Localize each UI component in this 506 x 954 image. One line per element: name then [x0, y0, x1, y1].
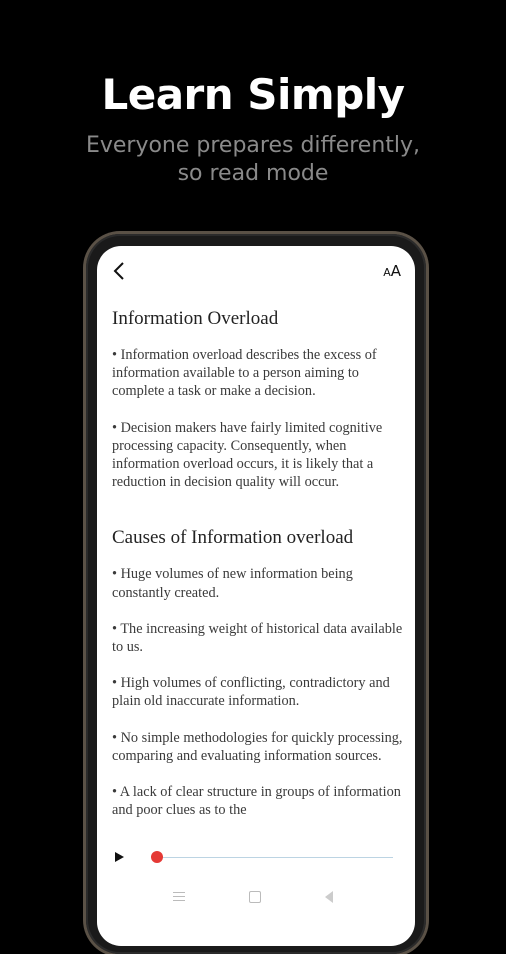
promo-subline-line-1: Everyone prepares differently,	[85, 133, 421, 158]
font-size-button[interactable]	[383, 262, 401, 280]
audio-player	[97, 838, 415, 878]
article-paragraph: • Information overload describes the excess of information available to a person aiming to complete a task or make a decision.	[112, 347, 377, 400]
promo-headline: Learn Simply	[101, 70, 405, 119]
font-size-large-label: A	[390, 262, 401, 280]
progress-track[interactable]	[157, 857, 393, 858]
play-icon[interactable]	[115, 852, 124, 862]
article-paragraph: • Decision makers have fairly limited cognitive processing capacity. Consequently, when information overload occurs, it is likely that a reduction in decision quality will occur.	[112, 419, 383, 491]
reader-screen	[97, 246, 415, 946]
chevron-left-icon	[109, 260, 131, 282]
article-paragraph: • The increasing weight of historical data available to us.	[112, 620, 403, 656]
system-nav-bar	[97, 886, 415, 916]
section-title: Causes of Information overload	[112, 527, 354, 549]
progress-knob[interactable]	[151, 851, 163, 863]
promo-subline	[0, 132, 506, 188]
menu-icon[interactable]	[173, 892, 185, 904]
article-paragraph: • No simple methodologies for quickly processing, comparing and evaluating information sources.	[112, 729, 403, 764]
article-content	[112, 308, 404, 837]
article-paragraph: • A lack of clear structure in groups of information and poor clues as to the	[112, 784, 401, 819]
section-title: Information Overload	[112, 308, 279, 329]
reader-toolbar	[97, 246, 415, 296]
back-button[interactable]	[109, 260, 131, 282]
home-icon[interactable]	[249, 891, 261, 903]
article-paragraph: • Huge volumes of new information being constantly created.	[112, 566, 353, 601]
font-size-small-label: A	[383, 266, 391, 279]
promo-subline-line-2: so read mode	[177, 161, 329, 186]
article-paragraph: • High volumes of conflicting, contradictory and plain old inaccurate information.	[112, 675, 390, 710]
back-triangle-icon[interactable]	[325, 891, 333, 903]
